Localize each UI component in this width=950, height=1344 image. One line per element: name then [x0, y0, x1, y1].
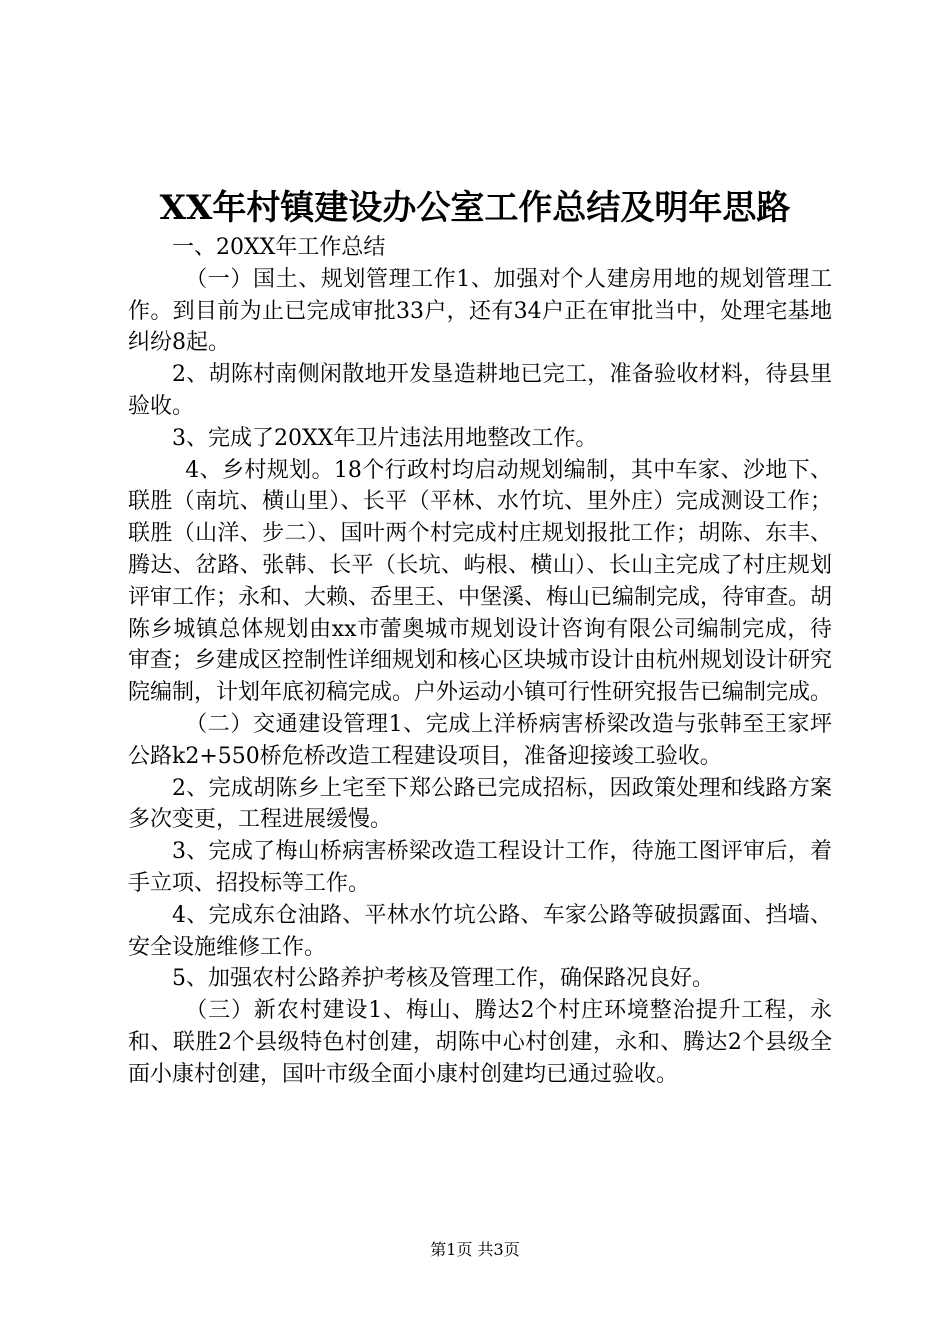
paragraph: 3、完成了20XX年卫片违法用地整改工作。 — [172, 425, 598, 451]
paragraph: （三）新农村建设1、梅山、腾达2个村庄环境整治提升工程，永和、联胜2个县级特色村创建，胡陈中心村创建，永和、腾达2个县级全面小康村创建，国叶市级全面小康村创建均已通过验收。 — [128, 998, 832, 1087]
paragraph: 2、胡陈村南侧闲散地开发垦造耕地已完工，准备验收材料，待县里验收。 — [128, 362, 832, 419]
page-number-footer: 第1页 共3页 — [430, 1240, 520, 1259]
paragraph: 5、加强农村公路养护考核及管理工作，确保路况良好。 — [172, 966, 714, 992]
document-title: XX年村镇建设办公室工作总结及明年思路 — [159, 188, 791, 228]
paragraph: 4、乡村规划。18个行政村均启动规划编制，其中车家、沙地下、联胜（南坑、横山里）、长平（平林、水竹坑、里外庄）完成测设工作；联胜（山洋、步二）、国叶两个村完成村庄规划报批工作；胡陈、东丰、腾达、岔路、张韩、长平（长坑、屿根、横山）、长山主完成了村庄规划评审工作；永和、大赖、岙里王、中堡溪、梅山已编制完成，待审查。胡陈乡城镇总体规划由xx市蕾奥城市规划设计咨询有限公司编制完成，待审查；乡建成区控制性详细规划和核心区块城市设计由杭州规划设计研究院编制，计划年底初稿完成。户外运动小镇可行性研究报告已编制完成。 — [128, 457, 833, 706]
paragraph: （一）国土、规划管理工作1、加强对个人建房用地的规划管理工作。到目前为止已完成审批33户，还有34户正在审批当中，处理宅基地纠纷8起。 — [128, 266, 832, 356]
paragraph: （二）交通建设管理1、完成上洋桥病害桥梁改造与张韩至王家坪公路k2+550桥危桥改造工程建设项目，准备迎接竣工验收。 — [128, 711, 832, 769]
section-heading: 一、20XX年工作总结 — [172, 235, 386, 260]
paragraph: 3、完成了梅山桥病害桥梁改造工程设计工作，待施工图评审后，着手立项、招投标等工作。 — [128, 839, 832, 896]
document-body — [128, 232, 832, 1091]
paragraph: 4、完成东仓油路、平林水竹坑公路、车家公路等破损露面、挡墙、安全设施维修工作。 — [128, 902, 832, 960]
paragraph: 2、完成胡陈乡上宅至下郑公路已完成招标，因政策处理和线路方案多次变更，工程进展缓慢。 — [128, 775, 832, 833]
